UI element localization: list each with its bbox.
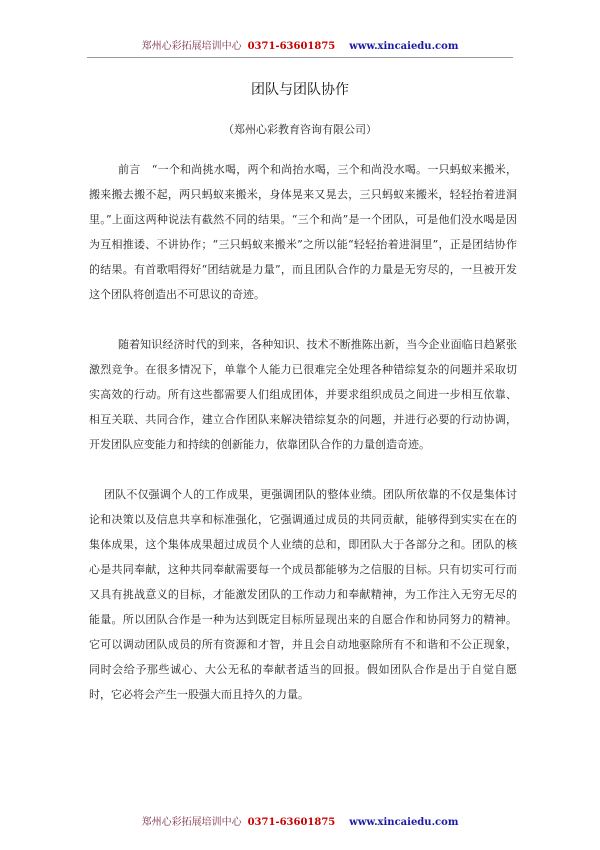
header-website-link[interactable]: www.xincaiedu.com: [349, 41, 459, 52]
footer-website-link[interactable]: www.xincaiedu.com: [349, 817, 459, 828]
document-body: [89, 157, 517, 707]
footer-org-name: 郑州心彩拓展培训中心: [141, 817, 242, 828]
footer-phone: 0371-63601875: [247, 817, 336, 828]
header-divider: [87, 57, 513, 58]
header-org-name: 郑州心彩拓展培训中心: [141, 41, 242, 52]
paragraph-preface: 前言 “一个和尚挑水喝，两个和尚抬水喝，三个和尚没水喝。一只蚂蚁来搬米，搬来搬去搬不起，两只蚂蚁来搬米，身体晃来又晃去，三只蚂蚁来搬米，轻轻抬着进洞里。”上面这两种说法有截然不同的结果。“三个和尚”是一个团队，可是他们没水喝是因为互相推诿、不讲协作；“三只蚂蚁来搬米”之所以能“轻轻抬着进洞里”，正是团结协作的结果。有首歌唱得好“团结就是力量”，而且团队合作的力量是无穷尽的，一旦被开发这个团队将创造出不可思议的奇迹。: [89, 163, 517, 301]
paragraph-team-collaboration: 团队不仅强调个人的工作成果，更强调团队的整体业绩。团队所依靠的不仅是集体讨论和决策以及信息共享和标准强化，它强调通过成员的共同贡献，能够得到实实在在的集体成果，这个集体成果超过成员个人业绩的总和，即团队大于各部分之和。团队的核心是共同奉献，这种共同奉献需要每一个成员都能够为之信服的目标。只有切实可行而又具有挑战意义的目标，才能激发团队的工作动力和奉献精神，为工作注入无穷无尽的能量。所以团队合作是一种为达到既定目标所显现出来的自愿合作和协同努力的精神。它可以调动团队成员的所有资源和才智，并且会自动地驱除所有不和谐和不公正现象，同时会给予那些诚心、大公无私的奉献者适当的回报。假如团队合作是出于自觉自愿时，它必将会产生一股强大而且持久的力量。: [89, 488, 517, 701]
paragraph-knowledge-economy: 随着知识经济时代的到来，各种知识、技术不断推陈出新，当今企业面临日趋紧张激烈竞争。在很多情况下，单靠个人能力已很难完全处理各种错综复杂的问题并采取切实高效的行动。所有这些都需要人们组成团体，并要求组织成员之间进一步相互依靠、相互关联、共同合作，建立合作团队来解决错综复杂的问题，并进行必要的行动协调，开发团队应变能力和持续的创新能力，依靠团队合作的力量创造奇迹。: [89, 338, 517, 451]
page-footer: [0, 816, 600, 830]
document-title: 团队与团队协作: [251, 82, 349, 98]
document-subtitle: （郑州心彩教育咨询有限公司）: [223, 123, 377, 136]
page-header: [0, 40, 600, 54]
header-phone: 0371-63601875: [247, 41, 336, 52]
